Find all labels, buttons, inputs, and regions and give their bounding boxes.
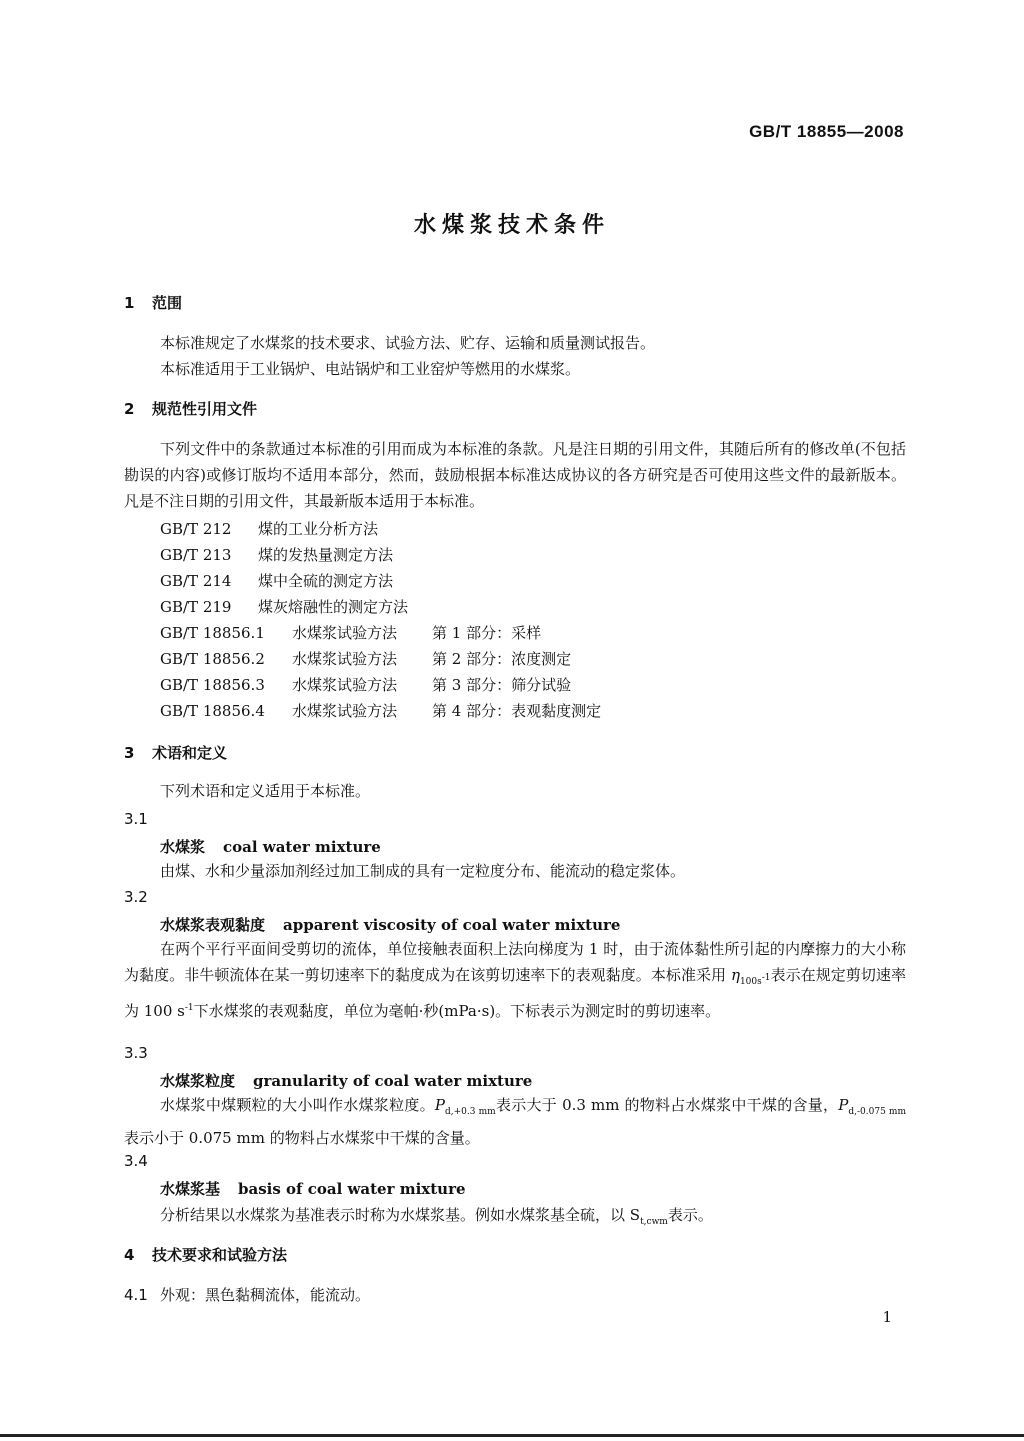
ref-code: GB/T 212 [160,520,232,538]
section-1-heading [124,292,182,313]
section-title: 技术要求和试验方法 [152,1246,288,1264]
symbol-subscript: 100s-1 [739,973,771,987]
term-zh: 水煤浆粒度 [160,1072,236,1090]
normative-reference [160,648,571,669]
ref-title: 水煤浆试验方法 [292,624,398,642]
ref-title: 煤中全硫的测定方法 [258,572,394,590]
section-title: 术语和定义 [152,744,228,762]
term-en: basis of coal water mixture [238,1180,466,1198]
normative-reference [160,596,408,617]
ref-title: 煤灰熔融性的测定方法 [258,598,409,616]
symbol: P [434,1096,445,1114]
symbol-subscript: d,+0.3 mm [445,1107,496,1117]
symbol-subscript: t,cwm [640,1217,668,1227]
section-number: 2 [124,400,135,418]
section-number: 4 [124,1246,135,1264]
term-heading [160,914,620,935]
paragraph: 本标准规定了水煤浆的技术要求、试验方法、贮存、运输和质量测试报告。 [160,334,656,352]
ref-part: 第 2 部分：浓度测定 [432,650,572,668]
term-zh: 水煤浆基 [160,1180,221,1198]
ref-title: 水煤浆试验方法 [292,702,398,720]
superscript: -1 [184,1003,194,1013]
clause-number: 3.1 [124,810,148,828]
ref-part: 第 4 部分：表观黏度测定 [432,702,602,720]
term-zh: 水煤浆 [160,838,206,856]
paragraph: 本标准适用于工业锅炉、电站锅炉和工业窑炉等燃用的水煤浆。 [160,360,581,378]
ref-code: GB/T 214 [160,572,232,590]
ref-code: GB/T 18856.2 [160,650,265,668]
symbol-subscript: d,-0.075 mm [848,1107,907,1117]
normative-reference [160,518,378,539]
ref-title: 水煤浆试验方法 [292,650,398,668]
term-heading [160,836,381,857]
term-zh: 水煤浆表观黏度 [160,916,266,934]
ref-code: GB/T 18856.4 [160,702,265,720]
ref-code: GB/T 18856.3 [160,676,265,694]
term-en: coal water mixture [223,838,381,856]
term-en: apparent viscosity of coal water mixture [283,916,621,934]
clause-number: 4.1 [124,1286,148,1304]
section-4-heading [124,1244,287,1265]
ref-title: 水煤浆试验方法 [292,676,398,694]
term-heading [160,1070,532,1091]
paragraph: 下列文件中的条款通过本标准的引用而成为本标准的条款。凡是注日期的引用文件，其随后所有的修改单(不包括勘误的内容)或修订版均不适用本部分，然而，鼓励根据本标准达成协议的各方研究是否可使用这些文件的最新版本。凡是不注日期的引用文件，其最新版本适用于本标准。 [124,440,906,510]
clause-number: 3.2 [124,888,148,906]
ref-code: GB/T 213 [160,546,232,564]
scan-edge-line [0,1434,1024,1437]
normative-reference [160,622,541,643]
term-heading [160,1178,466,1199]
normative-reference [160,570,393,591]
ref-code: GB/T 219 [160,598,232,616]
section-title: 范围 [152,294,183,312]
clause-text: 外观：黑色黏稠流体，能流动。 [160,1286,371,1304]
section-number: 1 [124,294,135,312]
ref-part: 第 3 部分：筛分试验 [432,676,572,694]
clause-number: 3.3 [124,1044,148,1062]
standard-number: GB/T 18855—2008 [749,122,904,141]
section-2-heading [124,398,257,419]
normative-reference [160,700,601,721]
normative-reference [160,674,571,695]
term-definition: 在两个平行平面间受剪切的流体，单位接触表面积上法向梯度为 1 时，由于流体黏性所引起的内摩擦力的大小称为黏度。非牛顿流体在某一剪切速率下的黏度成为在该剪切速率下的表观黏度。本标准采用 $\eta_{100s^{-1}}$表示在规定剪切速率为 100 $s^{-1}$下水煤浆的表观黏度，单位为毫帕·秒(mPa·s)。下标表示为测定时的剪切速率。 [124,940,906,1020]
symbol: P [838,1096,849,1114]
term-definition: 分析结果以水煤浆为基准表示时称为水煤浆基。例如水煤浆基全硫，以 $S_{t,cwm}$表示。 [160,1206,713,1227]
ref-title: 煤的发热量测定方法 [258,546,394,564]
page-number: 1 [882,1308,892,1326]
ref-part: 第 1 部分：采样 [432,624,542,642]
clause-number: 3.4 [124,1152,148,1170]
ref-title: 煤的工业分析方法 [258,520,379,538]
ref-code: GB/T 18856.1 [160,624,265,642]
symbol: η [730,966,740,984]
section-number: 3 [124,744,135,762]
normative-reference [160,544,393,565]
paragraph: 下列术语和定义适用于本标准。 [160,782,371,800]
document-title: 水煤浆技术条件 [413,213,610,238]
term-definition: 水煤浆中煤颗粒的大小叫作水煤浆粒度。$P_{d,+0.3 mm}$表示大于 0.3 mm 的物料占水煤浆中干煤的含量，$P_{d,-0.075 mm}$表示小于 0.075 mm 的物料占水煤浆中干煤的含量。 [124,1096,907,1147]
clause-4-1 [124,1284,370,1305]
symbol: S [629,1206,641,1224]
section-title: 规范性引用文件 [152,400,258,418]
term-definition: 由煤、水和少量添加剂经过加工制成的具有一定粒度分布、能流动的稳定浆体。 [160,862,686,880]
section-3-heading [124,742,227,763]
term-en: granularity of coal water mixture [253,1072,533,1090]
